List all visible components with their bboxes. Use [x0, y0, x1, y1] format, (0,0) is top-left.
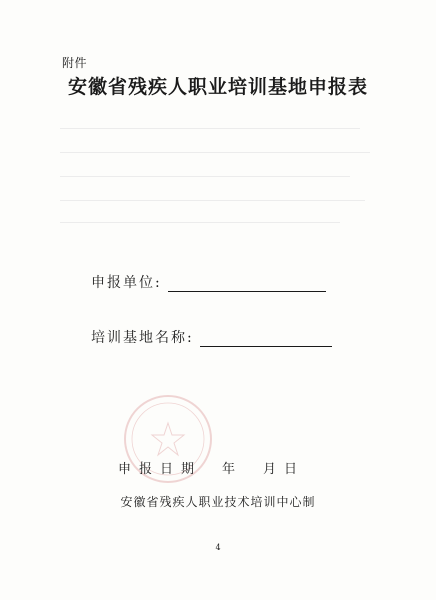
bleed-line — [60, 176, 350, 177]
bleed-line — [60, 222, 340, 223]
base-name-label: 培训基地名称: — [91, 330, 194, 346]
bleed-line — [60, 152, 370, 153]
bleed-line — [60, 128, 360, 129]
application-date — [118, 458, 305, 477]
date-label: 申报日期 — [118, 462, 203, 477]
unit-blank-line[interactable] — [168, 275, 326, 292]
attachment-label: 附件 — [62, 56, 88, 70]
document-title: 安徽省残疾人职业培训基地申报表 — [67, 76, 368, 98]
date-month: 月 — [263, 462, 285, 477]
unit-label: 申报单位: — [91, 275, 162, 291]
base-name-blank-line[interactable] — [200, 330, 332, 347]
field-base-name — [91, 327, 332, 347]
page-number: 4 — [215, 543, 221, 552]
field-unit — [91, 272, 326, 292]
date-year: 年 — [222, 462, 244, 477]
bleed-line — [60, 200, 365, 201]
issuer-line: 安徽省残疾人职业技术培训中心制 — [120, 495, 316, 509]
date-day: 日 — [284, 462, 306, 477]
